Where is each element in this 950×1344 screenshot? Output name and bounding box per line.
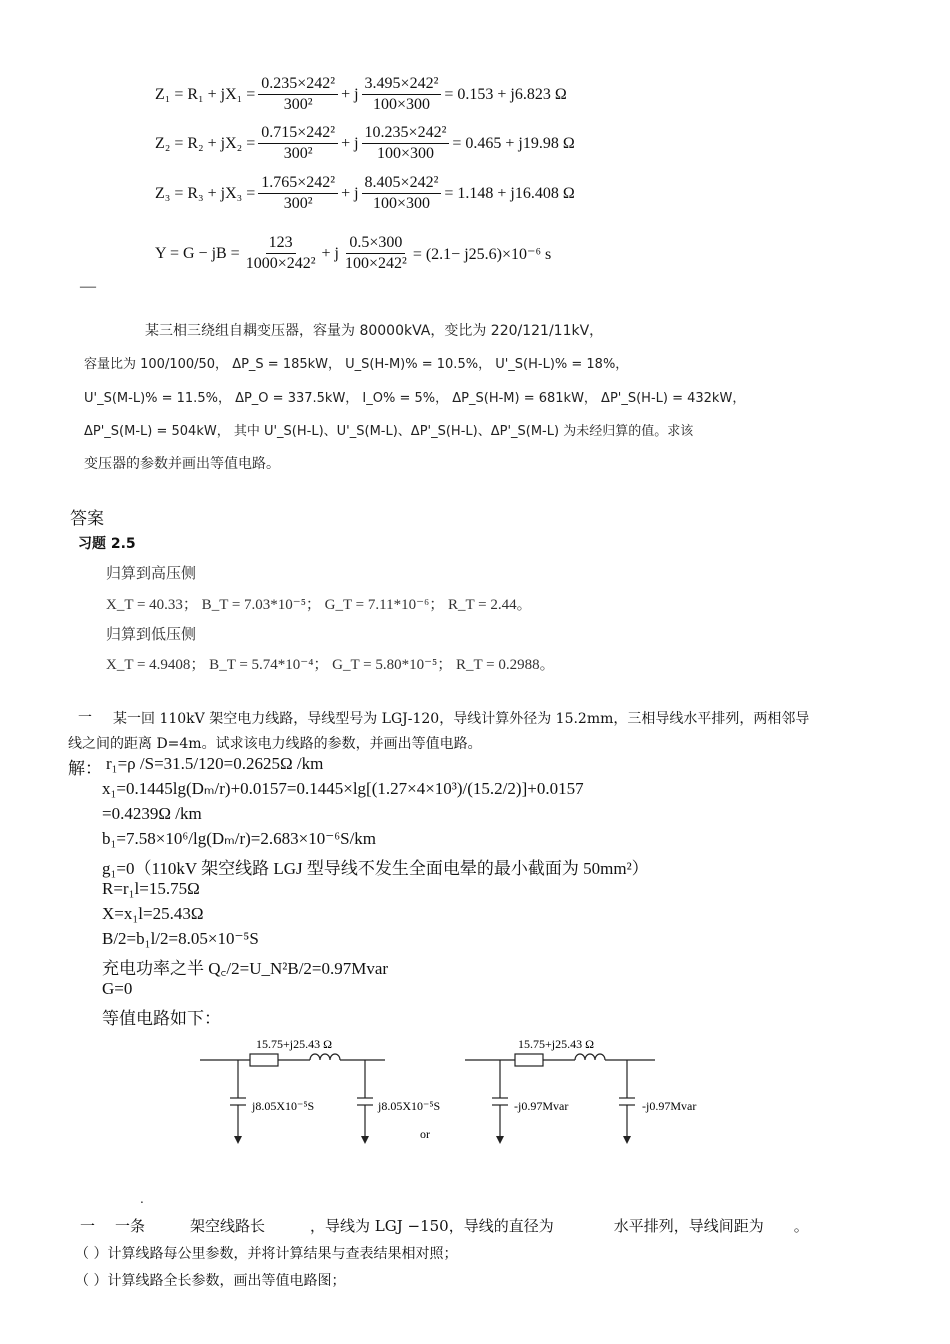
equivalent-circuit (0, 1030, 950, 1155)
left-impedance-label: 15.75+j25.43 Ω (256, 1037, 333, 1051)
answer-label: 答案 (70, 509, 104, 529)
problem1-line3: U'_S(M-L)% = 11.5%， ΔP_O = 337.5kW， I_O% = 5%， ΔP_S(H-M) = 681kW， ΔP'_S(H-L) = 432kW， (84, 391, 746, 406)
problem2-line2: 线之间的距离 D=4m。试求该电力线路的参数，并画出等值电路。 (68, 736, 482, 752)
fraction: $\frac{\text{10.235×242²}}{100\times 300}$ (362, 124, 450, 163)
high-side-label: 归算到高压侧 (106, 564, 197, 582)
resistor-symbol (250, 1054, 278, 1066)
eq-lhs: Z₃ = R₃ + jX₃ = (155, 184, 256, 202)
inductor-symbol (575, 1054, 605, 1060)
right-impedance-label: 15.75+j25.43 Ω (518, 1037, 595, 1051)
ground-arrow (361, 1136, 369, 1144)
equation-z2 (155, 124, 575, 163)
eq-rhs: = 0.153 + j6.823 Ω (444, 85, 567, 103)
fraction: $\frac{\text{0.715×242²}}{\text{300²}}$ (258, 124, 338, 163)
solution-line: b₁=7.58×10⁶/lg(Dₘ/r)=2.683×10⁻⁶S/km (102, 829, 377, 848)
solution-line: 充电功率之半 Q꜀/2=U_N²B/2=0.97Mvar (102, 959, 389, 978)
solution-prefix: 解： (68, 759, 102, 778)
stray-dot: . (140, 1192, 144, 1206)
exercise-title: 习题 2.5 (78, 536, 136, 552)
fraction: $\frac{0.5\times 300}{\text{100×242²}}$ (345, 234, 407, 272)
solution-line: r₁=ρ /S=31.5/120=0.2625Ω /km (106, 754, 324, 773)
problem3-line1: 一条 架空线路长 ，导线为 LGJ −150，导线的直径为 水平排列，导线间距为 。 (115, 1217, 809, 1235)
problem3-q2: （ ）计算线路全长参数，画出等值电路图； (75, 1273, 346, 1289)
or-label: or (420, 1127, 430, 1141)
solution-line: 等值电路如下： (102, 1009, 221, 1028)
low-side-values: X_T = 4.9408； B_T = 5.74*10⁻⁴； G_T = 5.80*10⁻⁵； R_T = 0.2988。 (106, 657, 555, 673)
eq-lhs: Y = G − jB = (155, 244, 240, 262)
fraction: $\frac{\text{8.405×242²}}{100\times 300}$ (362, 174, 442, 213)
equation-z1 (155, 75, 567, 114)
problem1-line1: 某三相三绕组自耦变压器，容量为 80000kVA，变比为 220/121/11kV， (145, 323, 604, 339)
problem1-line5: 变压器的参数并画出等值电路。 (84, 456, 280, 472)
solution-line: g₁=0（110kV 架空线路 LGJ 型导线不发生全面电晕的最小截面为 50mm²） (102, 859, 649, 878)
plus-j: + j (321, 244, 339, 262)
right-cap1-label: -j0.97Mvar (514, 1099, 569, 1113)
plus-j: + j (341, 134, 359, 152)
high-side-values: X_T = 40.33； B_T = 7.03*10⁻⁵； G_T = 7.11*10⁻⁶； R_T = 2.44。 (106, 597, 532, 613)
eq-rhs: = (2.1− j25.6)×10⁻⁶ s (412, 245, 552, 263)
left-cap1-label: j8.05X10⁻⁵S (252, 1099, 315, 1113)
eq-lhs: Z₂ = R₂ + jX₂ = (155, 134, 256, 152)
fraction: $\frac{123}{\text{1000×242²}}$ (245, 234, 316, 272)
ground-arrow (623, 1136, 631, 1144)
plus-j: + j (341, 85, 359, 103)
problem3-dash: 一 (80, 1217, 96, 1235)
fraction: $\frac{\text{0.235×242²}}{\text{300²}}$ (258, 75, 338, 114)
problem1-line2: 容量比为 100/100/50， ΔP_S = 185kW， U_S(H-M)% = 10.5%， U'_S(H-L)% = 18%， (84, 357, 629, 372)
eq-lhs: Z₁ = R₁ + jX₁ = (155, 85, 256, 103)
solution-line: x₁=0.1445lg(Dₘ/r)+0.0157=0.1445×lg[(1.27×4×10³)/(15.2/2)]+0.0157 (102, 779, 584, 798)
ground-arrow (234, 1136, 242, 1144)
problem3-q1: （ ）计算线路每公里参数，并将计算结果与查表结果相对照； (75, 1246, 458, 1262)
solution-line: X=x₁l=25.43Ω (102, 904, 204, 923)
left-cap2-label: j8.05X10⁻⁵S (378, 1099, 441, 1113)
equation-z3 (155, 174, 575, 213)
equation-y (155, 234, 551, 273)
separator-dash: — (80, 278, 96, 295)
fraction: $\frac{\text{1.765×242²}}{\text{300²}}$ (258, 174, 338, 213)
eq-rhs: = 1.148 + j16.408 Ω (444, 184, 575, 202)
solution-line: R=r₁l=15.75Ω (102, 879, 200, 898)
fraction: $\frac{\text{3.495×242²}}{100\times 300}$ (362, 75, 442, 114)
problem1-line4: ΔP'_S(M-L) = 504kW， 其中 U'_S(H-L)、U'_S(M-L)、ΔP'_S(H-L)、ΔP'_S(M-L) 为未经归算的值。求该 (84, 424, 694, 439)
solution-line: B/2=b₁l/2=8.05×10⁻⁵S (102, 929, 259, 948)
problem2-dash: 一 (78, 710, 92, 726)
plus-j: + j (341, 184, 359, 202)
inductor-symbol (310, 1054, 340, 1060)
solution-line: =0.4239Ω /km (102, 804, 202, 823)
problem2-line1: 某一回 110kV 架空电力线路，导线型号为 LGJ-120，导线计算外径为 15.2mm，三相导线水平排列，两相邻导 (113, 711, 810, 727)
eq-rhs: = 0.465 + j19.98 Ω (452, 134, 575, 152)
right-cap2-label: -j0.97Mvar (642, 1099, 697, 1113)
ground-arrow (496, 1136, 504, 1144)
resistor-symbol (515, 1054, 543, 1066)
solution-line: G=0 (102, 979, 133, 998)
low-side-label: 归算到低压侧 (106, 625, 197, 643)
